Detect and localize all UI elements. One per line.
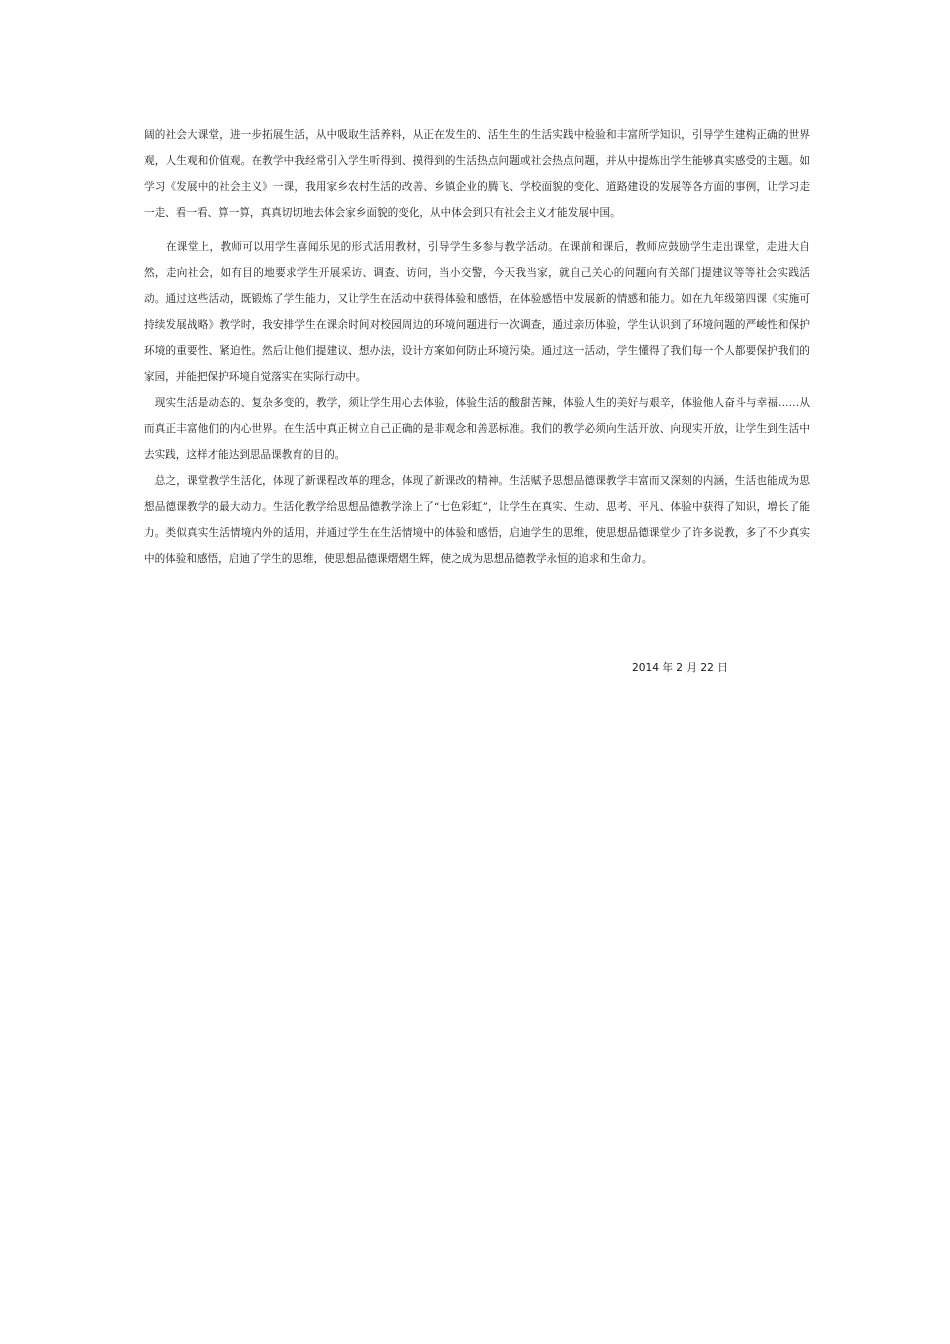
- document-date: 2014 年 2 月 22 日: [632, 662, 728, 674]
- paragraph-2: 在课堂上，教师可以用学生喜闻乐见的形式活用教材，引导学生多参与教学活动。在课前和课后，教师应鼓励学生走出课堂，走进大自然，走向社会，如有目的地要求学生开展采访、调查、访问，当小交警，今天我当家，就自己关心的问题向有关部门提建议等等社会实践活动。通过这些活动，既锻炼了学生能力，又让学生在活动中获得体验和感悟，在体验感悟中发展新的情感和能力。如在九年级第四课《实施可持续发展战略》教学时，我安排学生在课余时间对校园周边的环境问题进行一次调查，通过亲历体验，学生认识到了环境问题的严峻性和保护环境的重要性、紧迫性。然后让他们提建议、想办法，设计方案如何防止环境污染。通过这一活动，学生懂得了我们每一个人都要保护我们的家园，并能把保护环境自觉落实在实际行动中。: [144, 241, 810, 383]
- document-body: [144, 122, 810, 572]
- paragraph-1: 阔的社会大课堂，进一步拓展生活，从中吸取生活养料，从正在发生的、活生生的生活实践中检验和丰富所学知识，引导学生建构正确的世界观，人生观和价值观。在教学中我经常引入学生听得到、摸得到的生活热点问题或社会热点问题，并从中提炼出学生能够真实感受的主题。如学习《发展中的社会主义》一课，我用家乡农村生活的改善、乡镇企业的腾飞、学校面貌的变化、道路建设的发展等各方面的事例，让学习走一走、看一看、算一算，真真切切地去体会家乡面貌的变化，从中体会到只有社会主义才能发展中国。: [144, 129, 810, 219]
- paragraph-4: 总之，课堂教学生活化，体现了新课程改革的理念，体现了新课改的精神。生活赋予思想品德课教学丰富而又深刻的内涵，生活也能成为思想品德课教学的最大动力。生活化教学给思想品德教学涂上了“七色彩虹”，让学生在真实、生动、思考、平凡、体验中获得了知识，增长了能力。类似真实生活情境内外的适用，并通过学生在生活情境中的体验和感悟，启迪学生的思维，使思想品德课堂少了许多说教，多了不少真实中的体验和感悟，启迪了学生的思维，使思想品德课熠熠生辉，使之成为思想品德教学永恒的追求和生命力。: [144, 475, 810, 565]
- paragraph-3: 现实生活是动态的、复杂多变的，教学，须让学生用心去体验，体验生活的酸甜苦辣，体验人生的美好与艰辛，体验他人奋斗与幸福……从而真正丰富他们的内心世界。在生活中真正树立自己正确的是非观念和善恶标准。我们的教学必须向生活开放、向现实开放，让学生到生活中去实践，这样才能达到思品课教育的目的。: [144, 397, 810, 461]
